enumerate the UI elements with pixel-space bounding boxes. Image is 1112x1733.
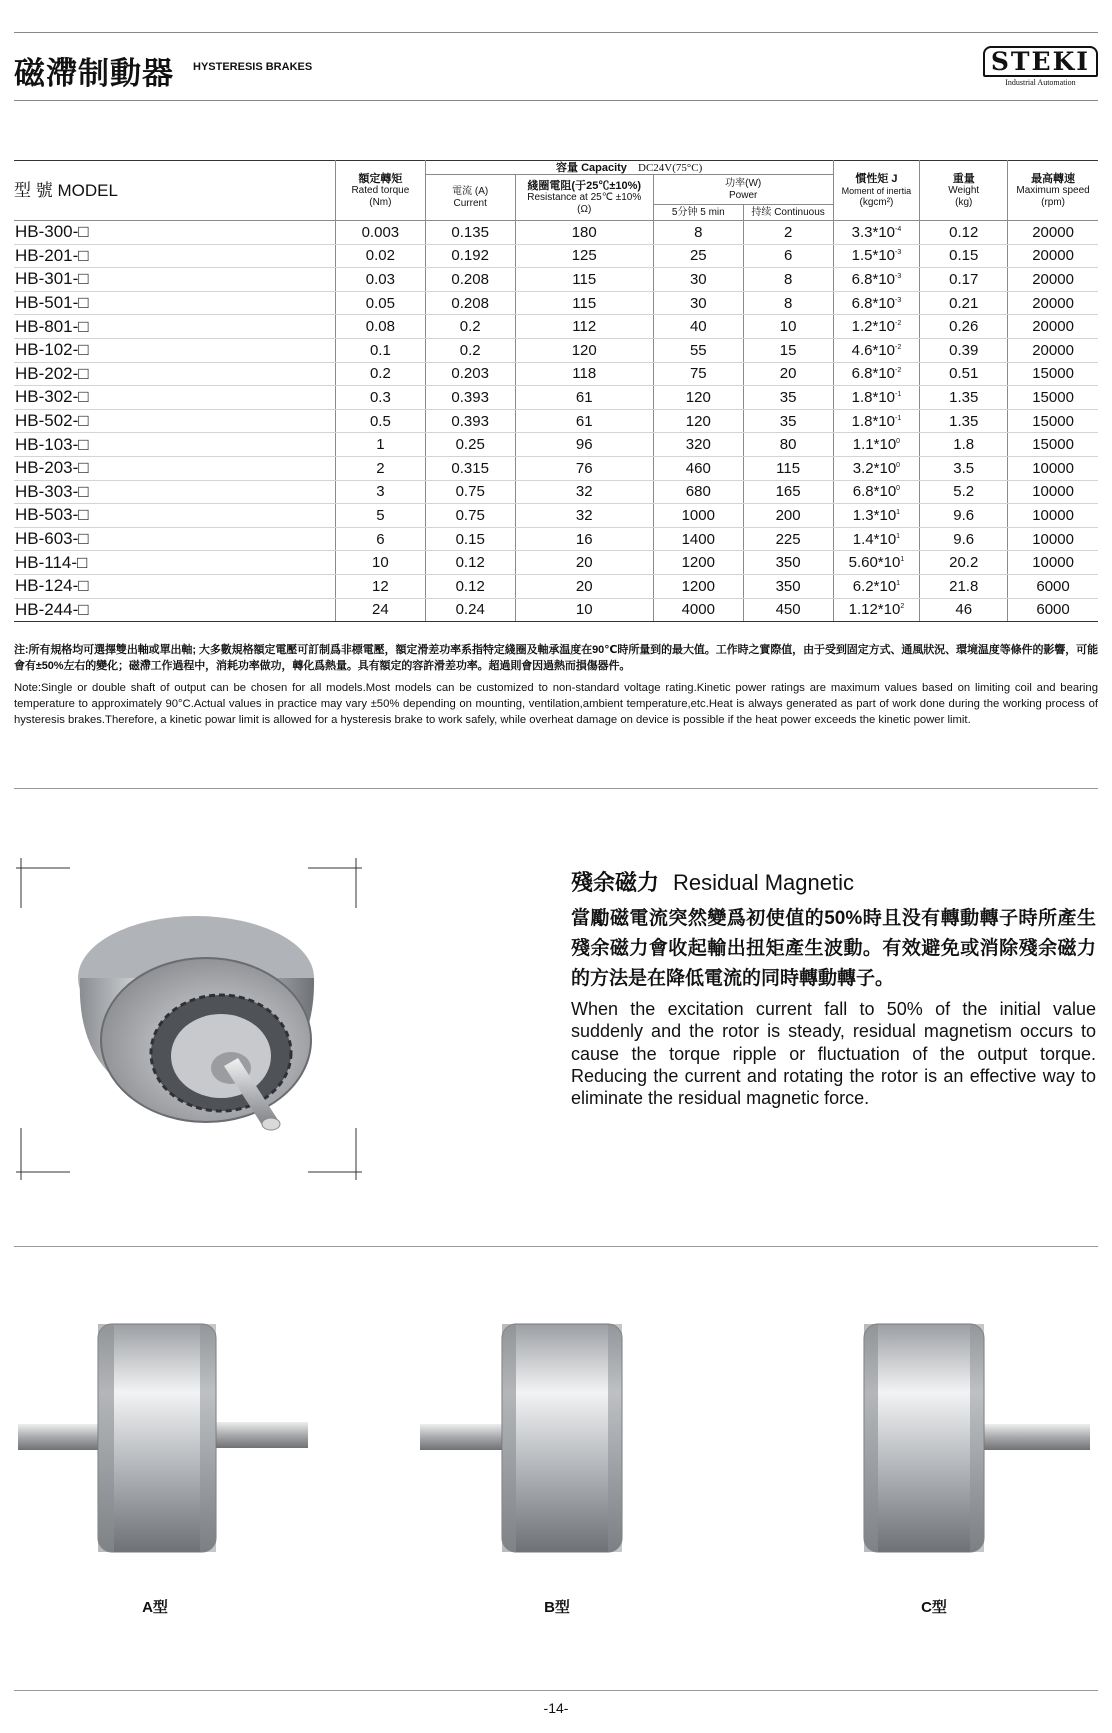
cell-model: HB-300-□ — [14, 221, 335, 245]
cell-torque: 0.08 — [335, 315, 425, 339]
cell-model: HB-102-□ — [14, 338, 335, 362]
brand-name: STEKI — [983, 46, 1098, 77]
cell-pc: 350 — [743, 574, 833, 598]
cell-p5: 30 — [653, 291, 743, 315]
cell-j: $3.2*10^0$ — [833, 456, 920, 480]
spec-row — [14, 315, 1098, 339]
cell-weight: 1.8 — [920, 433, 1008, 457]
cell-torque: 0.003 — [335, 221, 425, 245]
cell-current: 0.393 — [425, 386, 515, 410]
cell-weight: 0.12 — [920, 221, 1008, 245]
cell-pc: 115 — [743, 456, 833, 480]
cell-current: 0.192 — [425, 244, 515, 268]
cell-j: $1.2*10^{-2}$ — [833, 315, 920, 339]
cell-resistance: 125 — [515, 244, 653, 268]
cell-j: $5.60*10^1$ — [833, 551, 920, 575]
cell-resistance: 120 — [515, 338, 653, 362]
cell-p5: 25 — [653, 244, 743, 268]
spec-row — [14, 338, 1098, 362]
cell-p5: 30 — [653, 268, 743, 292]
residual-magnetic-title: 殘余磁力 Residual Magnetic — [571, 870, 854, 895]
spec-row — [14, 268, 1098, 292]
cell-model: HB-201-□ — [14, 244, 335, 268]
cell-j: $6.8*10^{-2}$ — [833, 362, 920, 386]
cell-torque: 0.03 — [335, 268, 425, 292]
cell-resistance: 96 — [515, 433, 653, 457]
cell-current: 0.208 — [425, 291, 515, 315]
section-divider-2 — [14, 1246, 1098, 1247]
cell-pc: 2 — [743, 221, 833, 245]
cell-speed: 20000 — [1008, 338, 1098, 362]
spec-row — [14, 291, 1098, 315]
cell-j: $1.1*10^0$ — [833, 433, 920, 457]
cell-pc: 165 — [743, 480, 833, 504]
cell-model: HB-103-□ — [14, 433, 335, 457]
cell-resistance: 32 — [515, 504, 653, 528]
spec-table-body — [14, 221, 1098, 622]
spec-row — [14, 574, 1098, 598]
cell-current: 0.24 — [425, 598, 515, 622]
inertia-header: 慣性矩 J Moment of inertia (kgcm²) — [833, 161, 920, 221]
cell-pc: 15 — [743, 338, 833, 362]
cell-pc: 8 — [743, 268, 833, 292]
cell-model: HB-801-□ — [14, 315, 335, 339]
cell-pc: 450 — [743, 598, 833, 622]
cell-model: HB-124-□ — [14, 574, 335, 598]
cell-speed: 20000 — [1008, 315, 1098, 339]
section-divider-1 — [14, 788, 1098, 789]
cell-torque: 0.02 — [335, 244, 425, 268]
brake-type-b-photo — [420, 1320, 670, 1560]
cell-pc: 10 — [743, 315, 833, 339]
cell-torque: 5 — [335, 504, 425, 528]
brake-type-a-photo — [18, 1320, 308, 1560]
cell-current: 0.135 — [425, 221, 515, 245]
resistance-header: 綫圈電阻(于25℃±10%) Resistance at 25℃ ±10% (Ω) — [515, 175, 653, 221]
cell-resistance: 20 — [515, 551, 653, 575]
cell-torque: 0.5 — [335, 409, 425, 433]
spec-row — [14, 362, 1098, 386]
cell-resistance: 118 — [515, 362, 653, 386]
cell-p5: 4000 — [653, 598, 743, 622]
cell-j: $6.8*10^0$ — [833, 480, 920, 504]
cell-current: 0.12 — [425, 574, 515, 598]
cell-speed: 10000 — [1008, 504, 1098, 528]
cell-p5: 40 — [653, 315, 743, 339]
brake-type-c-photo — [860, 1320, 1090, 1560]
cell-speed: 10000 — [1008, 527, 1098, 551]
cell-weight: 3.5 — [920, 456, 1008, 480]
cell-model: HB-303-□ — [14, 480, 335, 504]
header-divider — [14, 100, 1098, 101]
spec-row — [14, 409, 1098, 433]
cell-speed: 6000 — [1008, 574, 1098, 598]
cell-resistance: 115 — [515, 291, 653, 315]
cell-pc: 8 — [743, 291, 833, 315]
cell-resistance: 180 — [515, 221, 653, 245]
cell-pc: 225 — [743, 527, 833, 551]
spec-row — [14, 504, 1098, 528]
cell-current: 0.2 — [425, 338, 515, 362]
cell-model: HB-502-□ — [14, 409, 335, 433]
spec-row — [14, 244, 1098, 268]
cell-weight: 1.35 — [920, 386, 1008, 410]
capacity-header: 容量 Capacity DC24V(75°C) — [425, 161, 833, 175]
cell-torque: 0.1 — [335, 338, 425, 362]
cell-p5: 1000 — [653, 504, 743, 528]
spec-row — [14, 480, 1098, 504]
spec-row — [14, 551, 1098, 575]
cell-p5: 320 — [653, 433, 743, 457]
cell-j: $6.8*10^{-3}$ — [833, 268, 920, 292]
power-continuous-header: 持续 Continuous — [743, 205, 833, 221]
spec-row — [14, 598, 1098, 622]
residual-magnetic-text-cn: 當勵磁電流突然變爲初使值的50%時且没有轉動轉子時所產生殘余磁力會收起輸出扭矩產生波動。有效避免或消除殘余磁力的方法是在降低電流的同時轉動轉子。 — [571, 908, 1096, 989]
note-english: Note:Single or double shaft of output can be chosen for all models.Most models can be customized to non-standard voltage rating.Kinetic power ratings are maximum values based on limiting coil and bearing temperature to approximately 90°C.Actual values in practice may vary ±50% depending on mounting, ventilation,ambient temperature,etc.Heat is always generated as part of work done during the working process of hysteresis brakes.Therefore, a kinetic powar limit is allowed for a hysteresis brake to work safely, while overheat damage on device is possible if the heat power exceeds the kinetic power limit. — [14, 682, 1098, 726]
cell-j: $1.12*10^2$ — [833, 598, 920, 622]
cell-speed: 20000 — [1008, 291, 1098, 315]
cell-p5: 1400 — [653, 527, 743, 551]
cell-resistance: 20 — [515, 574, 653, 598]
cell-torque: 10 — [335, 551, 425, 575]
cell-weight: 1.35 — [920, 409, 1008, 433]
cell-weight: 21.8 — [920, 574, 1008, 598]
brand-logo — [983, 46, 1098, 87]
cell-model: HB-501-□ — [14, 291, 335, 315]
cell-weight: 0.15 — [920, 244, 1008, 268]
cell-speed: 15000 — [1008, 409, 1098, 433]
cell-weight: 0.17 — [920, 268, 1008, 292]
cell-speed: 15000 — [1008, 433, 1098, 457]
torque-header: 額定轉矩 Rated torque (Nm) — [335, 161, 425, 221]
cell-current: 0.75 — [425, 504, 515, 528]
cell-resistance: 61 — [515, 409, 653, 433]
cell-speed: 20000 — [1008, 268, 1098, 292]
weight-header: 重量 Weight (kg) — [920, 161, 1008, 221]
cell-resistance: 61 — [515, 386, 653, 410]
cell-current: 0.12 — [425, 551, 515, 575]
cell-current: 0.208 — [425, 268, 515, 292]
cell-model: HB-302-□ — [14, 386, 335, 410]
spec-row — [14, 527, 1098, 551]
spec-row — [14, 221, 1098, 245]
cell-j: $1.5*10^{-3}$ — [833, 244, 920, 268]
cell-speed: 10000 — [1008, 456, 1098, 480]
cell-weight: 9.6 — [920, 504, 1008, 528]
hysteresis-brake-photo — [16, 858, 362, 1180]
cell-p5: 1200 — [653, 574, 743, 598]
cell-model: HB-603-□ — [14, 527, 335, 551]
cell-torque: 2 — [335, 456, 425, 480]
cell-resistance: 32 — [515, 480, 653, 504]
cell-torque: 0.2 — [335, 362, 425, 386]
page-number: -14- — [543, 1700, 569, 1716]
cell-p5: 75 — [653, 362, 743, 386]
cell-speed: 15000 — [1008, 362, 1098, 386]
cell-j: $6.2*10^1$ — [833, 574, 920, 598]
cell-p5: 460 — [653, 456, 743, 480]
top-divider — [14, 32, 1098, 33]
cell-j: $1.4*10^1$ — [833, 527, 920, 551]
cell-current: 0.15 — [425, 527, 515, 551]
type-a-label: A型 — [142, 1599, 168, 1616]
cell-model: HB-503-□ — [14, 504, 335, 528]
cell-resistance: 10 — [515, 598, 653, 622]
spec-row — [14, 433, 1098, 457]
cell-model: HB-202-□ — [14, 362, 335, 386]
cell-weight: 9.6 — [920, 527, 1008, 551]
cell-p5: 120 — [653, 386, 743, 410]
cell-torque: 6 — [335, 527, 425, 551]
cell-model: HB-203-□ — [14, 456, 335, 480]
cell-model: HB-301-□ — [14, 268, 335, 292]
spec-row — [14, 386, 1098, 410]
cell-j: $1.8*10^{-1}$ — [833, 386, 920, 410]
cell-current: 0.393 — [425, 409, 515, 433]
brand-tagline: Industrial Automation — [1005, 78, 1076, 87]
cell-resistance: 112 — [515, 315, 653, 339]
cell-weight: 0.51 — [920, 362, 1008, 386]
spec-table — [14, 160, 1098, 622]
type-b-label: B型 — [544, 1599, 570, 1616]
cell-p5: 8 — [653, 221, 743, 245]
cell-speed: 20000 — [1008, 244, 1098, 268]
cell-resistance: 76 — [515, 456, 653, 480]
cell-j: $3.3*10^{-4}$ — [833, 221, 920, 245]
cell-pc: 80 — [743, 433, 833, 457]
power-5min-header: 5分钟 5 min — [653, 205, 743, 221]
page-title: 磁滯制動器 — [14, 56, 174, 91]
cell-torque: 0.05 — [335, 291, 425, 315]
cell-p5: 120 — [653, 409, 743, 433]
cell-pc: 35 — [743, 409, 833, 433]
cell-weight: 46 — [920, 598, 1008, 622]
cell-weight: 5.2 — [920, 480, 1008, 504]
cell-torque: 0.3 — [335, 386, 425, 410]
page-subtitle: HYSTERESIS BRAKES — [193, 61, 313, 73]
current-header: 電流 (A) Current — [425, 175, 515, 221]
cell-speed: 6000 — [1008, 598, 1098, 622]
cell-current: 0.315 — [425, 456, 515, 480]
cell-j: $1.8*10^{-1}$ — [833, 409, 920, 433]
cell-weight: 20.2 — [920, 551, 1008, 575]
power-header: 功率(W) Power — [653, 175, 833, 205]
cell-speed: 10000 — [1008, 480, 1098, 504]
cell-weight: 0.39 — [920, 338, 1008, 362]
cell-torque: 12 — [335, 574, 425, 598]
cell-pc: 6 — [743, 244, 833, 268]
cell-pc: 35 — [743, 386, 833, 410]
cell-pc: 350 — [743, 551, 833, 575]
spec-row — [14, 456, 1098, 480]
cell-torque: 1 — [335, 433, 425, 457]
cell-weight: 0.26 — [920, 315, 1008, 339]
cell-p5: 1200 — [653, 551, 743, 575]
cell-j: $6.8*10^{-3}$ — [833, 291, 920, 315]
cell-j: $1.3*10^1$ — [833, 504, 920, 528]
cell-pc: 20 — [743, 362, 833, 386]
residual-magnetic-text-en: When the excitation current fall to 50% of the initial value suddenly and the rotor is steady, residual magnetism occurs to cause the torque ripple or fluctuation of the output torque. Reducing the current and rotating the rotor is an effective way to eliminate the residual magnetic force. — [571, 999, 1096, 1109]
cell-speed: 10000 — [1008, 551, 1098, 575]
cell-current: 0.75 — [425, 480, 515, 504]
speed-header: 最高轉速 Maximum speed (rpm) — [1008, 161, 1098, 221]
cell-p5: 680 — [653, 480, 743, 504]
cell-speed: 20000 — [1008, 221, 1098, 245]
model-header: 型 號 MODEL — [14, 161, 335, 221]
type-c-label: C型 — [921, 1599, 947, 1616]
cell-resistance: 115 — [515, 268, 653, 292]
cell-pc: 200 — [743, 504, 833, 528]
cell-p5: 55 — [653, 338, 743, 362]
cell-current: 0.25 — [425, 433, 515, 457]
cell-model: HB-114-□ — [14, 551, 335, 575]
cell-j: $4.6*10^{-2}$ — [833, 338, 920, 362]
cell-torque: 24 — [335, 598, 425, 622]
cell-resistance: 16 — [515, 527, 653, 551]
cell-model: HB-244-□ — [14, 598, 335, 622]
footer-divider — [14, 1690, 1098, 1691]
cell-speed: 15000 — [1008, 386, 1098, 410]
cell-current: 0.203 — [425, 362, 515, 386]
cell-weight: 0.21 — [920, 291, 1008, 315]
note-chinese: 注:所有規格均可選擇雙出軸或單出軸; 大多數規格額定電壓可訂制爲非標電壓，額定滑差功率系指特定綫圈及軸承温度在90℃時所量到的最大值。工作時之實際值，由于受到固定方式、通風狀況、環境温度等條件的影響，可能會有±50%左右的變化；磁滯工作過程中，消耗功率做功，轉化爲熱量。具有額定的容許滑差功率。超過則會因過熱而損傷器件。 — [14, 644, 1098, 672]
cell-torque: 3 — [335, 480, 425, 504]
cell-current: 0.2 — [425, 315, 515, 339]
